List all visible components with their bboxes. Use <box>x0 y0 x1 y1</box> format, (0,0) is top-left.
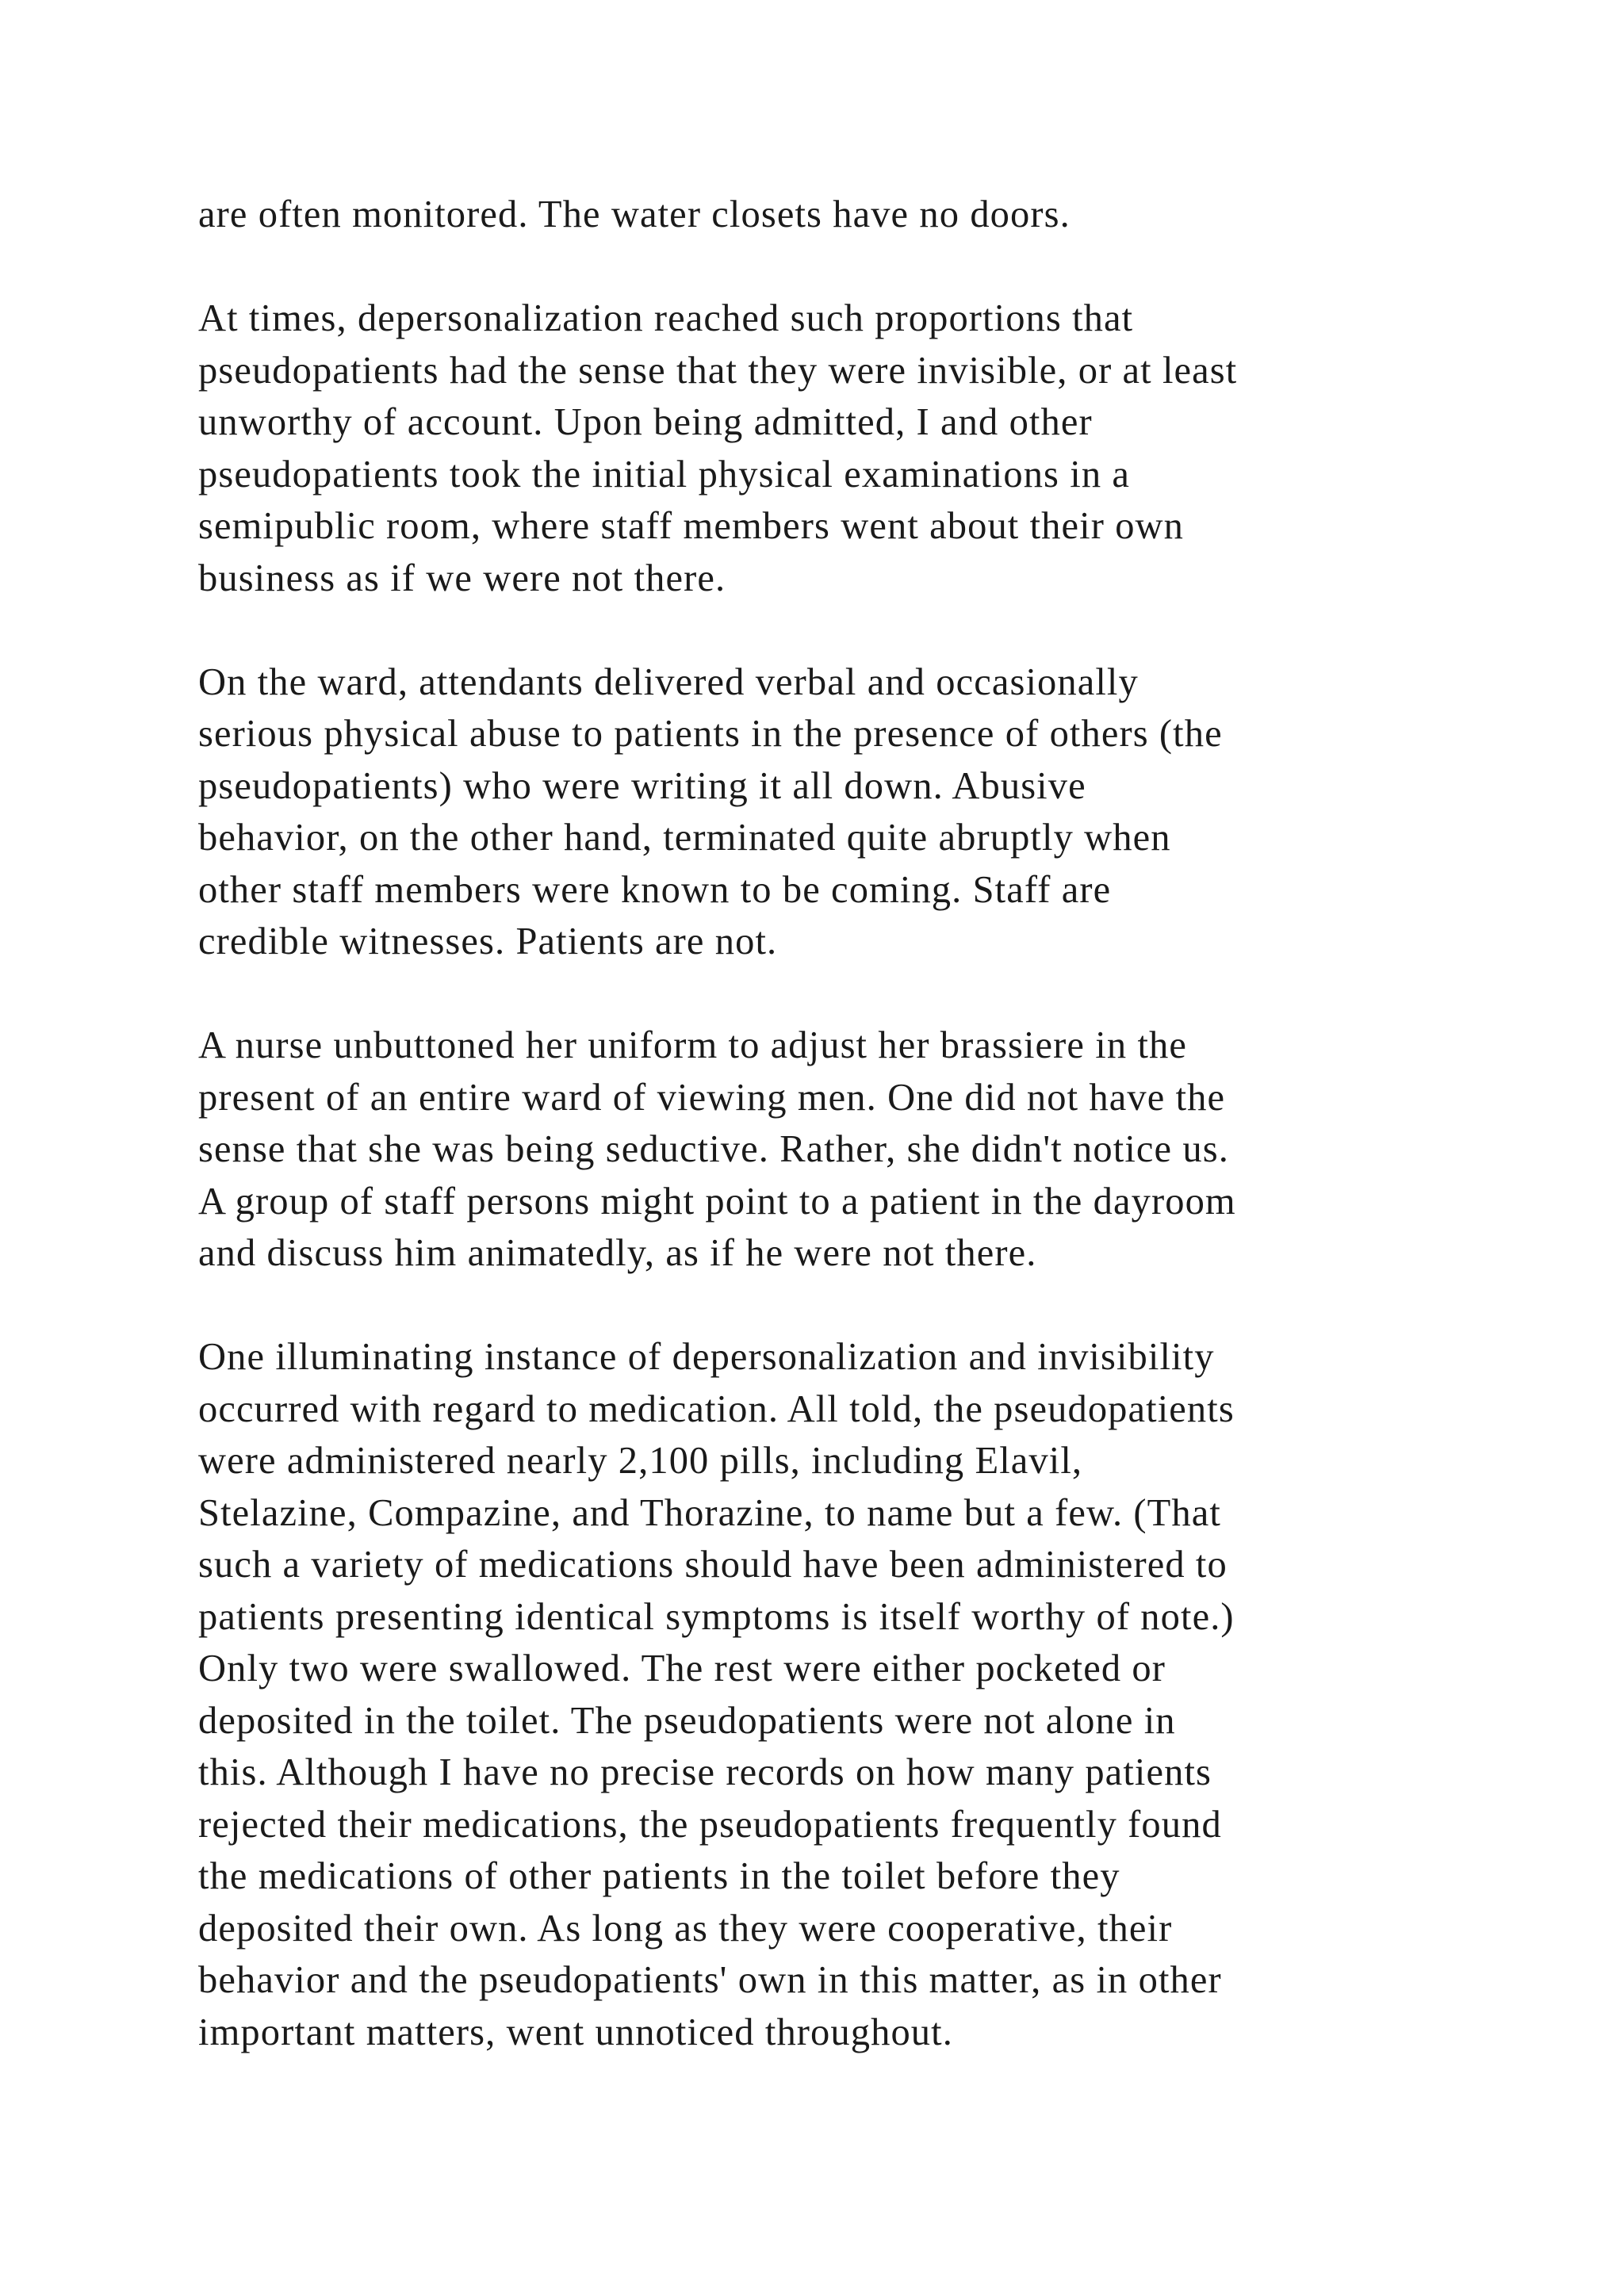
text-line: the medications of other patients in the toilet before they <box>198 1855 1120 1897</box>
text-line: deposited in the toilet. The pseudopatients were not alone in <box>198 1699 1176 1742</box>
text-line: and discuss him animatedly, as if he were not there. <box>198 1232 1037 1274</box>
paragraph-spacer <box>198 604 1483 656</box>
paragraph <box>198 1020 1483 1280</box>
text-line: are often monitored. The water closets have no doors. <box>198 193 1071 235</box>
paragraph <box>198 293 1483 604</box>
text-line: rejected their medications, the pseudopatients frequently found <box>198 1803 1222 1846</box>
paragraph-spacer <box>198 1280 1483 1332</box>
text-line: A nurse unbuttoned her uniform to adjust her brassiere in the <box>198 1024 1187 1066</box>
text-line: pseudopatients) who were writing it all down. Abusive <box>198 764 1086 807</box>
text-line: One illuminating instance of depersonalization and invisibility <box>198 1336 1215 1378</box>
text-line: pseudopatients took the initial physical examinations in a <box>198 453 1131 496</box>
text-line: Stelazine, Compazine, and Thorazine, to name but a few. (That <box>198 1491 1221 1534</box>
text-line: A group of staff persons might point to a patient in the dayroom <box>198 1180 1236 1223</box>
text-line: semipublic room, where staff members went about their own <box>198 505 1185 547</box>
text-line: were administered nearly 2,100 pills, including Elavil, <box>198 1440 1083 1482</box>
paragraph <box>198 189 1483 241</box>
text-line: occurred with regard to medication. All told, the pseudopatients <box>198 1387 1235 1430</box>
text-line: important matters, went unnoticed throughout. <box>198 2011 953 2053</box>
text-line: serious physical abuse to patients in the presence of others (the <box>198 713 1223 755</box>
text-line: such a variety of medications should have been administered to <box>198 1544 1228 1586</box>
text-line: this. Although I have no precise records on how many patients <box>198 1751 1212 1793</box>
text-line: present of an entire ward of viewing men. One did not have the <box>198 1076 1226 1119</box>
paragraph <box>198 656 1483 968</box>
text-line: At times, depersonalization reached such proportions that <box>198 297 1134 339</box>
text-line: unworthy of account. Upon being admitted, I and other <box>198 401 1093 443</box>
text-line: other staff members were known to be coming. Staff are <box>198 868 1112 911</box>
paragraph <box>198 1331 1483 2058</box>
text-line: business as if we were not there. <box>198 557 726 599</box>
text-line: sense that she was being seductive. Rather, she didn't notice us. <box>198 1128 1229 1170</box>
text-line: behavior and the pseudopatients' own in this matter, as in other <box>198 1959 1222 2001</box>
text-line: deposited their own. As long as they were cooperative, their <box>198 1907 1173 1950</box>
text-line: On the ward, attendants delivered verbal and occasionally <box>198 660 1139 703</box>
document-body <box>198 189 1483 2058</box>
text-line: pseudopatients had the sense that they were invisible, or at least <box>198 349 1238 392</box>
paragraph-spacer <box>198 241 1483 293</box>
paragraph-spacer <box>198 968 1483 1020</box>
text-line: credible witnesses. Patients are not. <box>198 920 778 962</box>
text-line: Only two were swallowed. The rest were either pocketed or <box>198 1647 1166 1689</box>
text-line: behavior, on the other hand, terminated quite abruptly when <box>198 817 1171 859</box>
text-line: patients presenting identical symptoms is itself worthy of note.) <box>198 1595 1235 1638</box>
